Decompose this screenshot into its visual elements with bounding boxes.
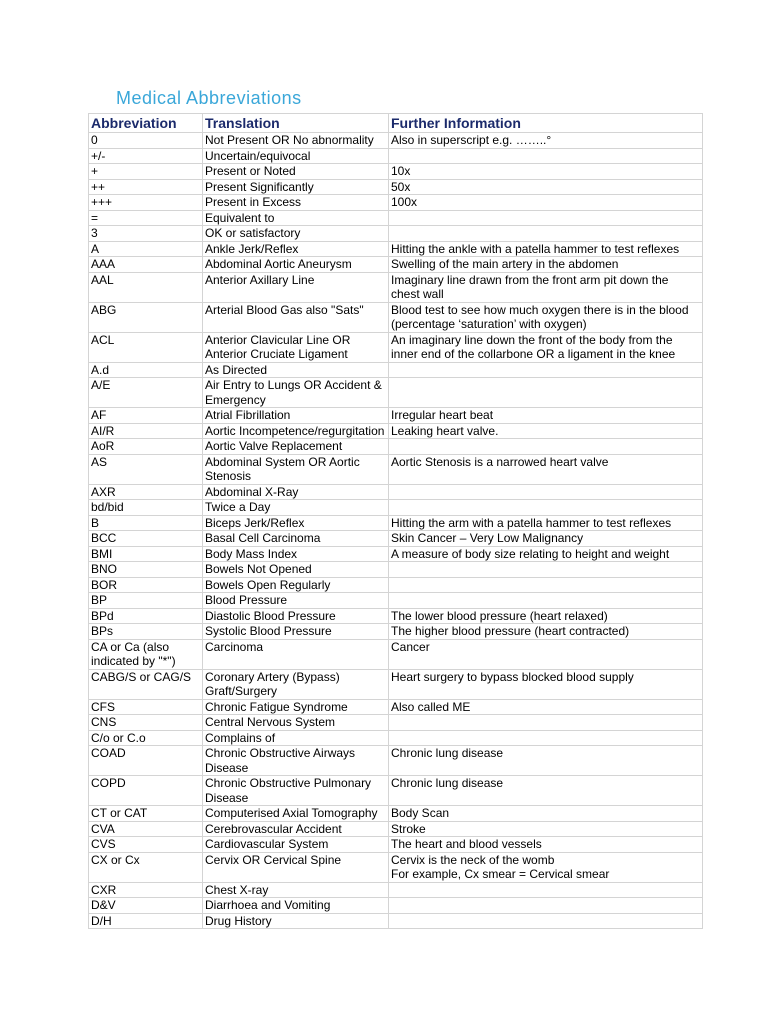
abbreviation-cell: 0 — [89, 133, 203, 149]
table-row — [89, 852, 703, 882]
abbreviation-cell: 3 — [89, 226, 203, 242]
table-row — [89, 577, 703, 593]
column-header-abbreviation: Abbreviation — [89, 114, 203, 133]
abbreviation-cell: AI/R — [89, 423, 203, 439]
further-information-cell — [389, 715, 703, 731]
translation-cell: Twice a Day — [203, 500, 389, 516]
further-information-cell: Heart surgery to bypass blocked blood supply — [389, 669, 703, 699]
abbreviation-cell: +++ — [89, 195, 203, 211]
translation-cell: Biceps Jerk/Reflex — [203, 515, 389, 531]
abbreviation-cell: CVS — [89, 837, 203, 853]
translation-cell: Blood Pressure — [203, 593, 389, 609]
translation-cell: Anterior Clavicular Line OR Anterior Cruciate Ligament — [203, 332, 389, 362]
further-information-cell — [389, 378, 703, 408]
abbreviation-cell: AS — [89, 454, 203, 484]
further-information-cell: 50x — [389, 179, 703, 195]
abbreviation-cell: CFS — [89, 699, 203, 715]
further-information-cell: Imaginary line drawn from the front arm pit down the chest wall — [389, 272, 703, 302]
table-row — [89, 241, 703, 257]
further-information-cell: Also in superscript e.g. ……..° — [389, 133, 703, 149]
translation-cell: Diastolic Blood Pressure — [203, 608, 389, 624]
translation-cell: Abdominal System OR Aortic Stenosis — [203, 454, 389, 484]
further-information-cell: A measure of body size relating to height and weight — [389, 546, 703, 562]
table-row — [89, 898, 703, 914]
abbreviation-cell: D/H — [89, 913, 203, 929]
further-information-cell: Also called ME — [389, 699, 703, 715]
translation-cell: Air Entry to Lungs OR Accident & Emergency — [203, 378, 389, 408]
abbreviation-cell: CNS — [89, 715, 203, 731]
table-row — [89, 226, 703, 242]
table-row — [89, 776, 703, 806]
table-row — [89, 608, 703, 624]
table-row — [89, 837, 703, 853]
table-row — [89, 715, 703, 731]
abbreviation-cell: ++ — [89, 179, 203, 195]
table-row — [89, 179, 703, 195]
translation-cell: Anterior Axillary Line — [203, 272, 389, 302]
table-row — [89, 746, 703, 776]
table-row — [89, 639, 703, 669]
further-information-cell — [389, 484, 703, 500]
translation-cell: OK or satisfactory — [203, 226, 389, 242]
further-information-cell: An imaginary line down the front of the body from the inner end of the collarbone OR a ligament in the knee — [389, 332, 703, 362]
translation-cell: Central Nervous System — [203, 715, 389, 731]
table-row — [89, 882, 703, 898]
abbreviation-cell: CVA — [89, 821, 203, 837]
further-information-cell: 10x — [389, 164, 703, 180]
further-information-cell — [389, 562, 703, 578]
translation-cell: Body Mass Index — [203, 546, 389, 562]
translation-cell: Equivalent to — [203, 210, 389, 226]
table-row — [89, 272, 703, 302]
translation-cell: Carcinoma — [203, 639, 389, 669]
further-information-cell — [389, 439, 703, 455]
translation-cell: Cerebrovascular Accident — [203, 821, 389, 837]
abbreviation-cell: BPs — [89, 624, 203, 640]
table-row — [89, 515, 703, 531]
table-row — [89, 821, 703, 837]
further-information-cell: 100x — [389, 195, 703, 211]
translation-cell: Bowels Not Opened — [203, 562, 389, 578]
abbreviation-cell: D&V — [89, 898, 203, 914]
table-row — [89, 562, 703, 578]
further-information-cell — [389, 913, 703, 929]
further-information-cell: Cancer — [389, 639, 703, 669]
abbreviation-cell: BOR — [89, 577, 203, 593]
column-header-further-information: Further Information — [389, 114, 703, 133]
translation-cell: Chronic Obstructive Pulmonary Disease — [203, 776, 389, 806]
further-information-cell — [389, 226, 703, 242]
table-row — [89, 913, 703, 929]
further-information-cell: The higher blood pressure (heart contracted) — [389, 624, 703, 640]
abbreviation-cell: CX or Cx — [89, 852, 203, 882]
further-information-cell: The lower blood pressure (heart relaxed) — [389, 608, 703, 624]
table-row — [89, 669, 703, 699]
further-information-cell: Hitting the arm with a patella hammer to test reflexes — [389, 515, 703, 531]
abbreviation-cell: C/o or C.o — [89, 730, 203, 746]
translation-cell: Arterial Blood Gas also "Sats" — [203, 302, 389, 332]
table-row — [89, 546, 703, 562]
translation-cell: Not Present OR No abnormality — [203, 133, 389, 149]
table-row — [89, 195, 703, 211]
further-information-cell: Irregular heart beat — [389, 408, 703, 424]
further-information-cell: Skin Cancer – Very Low Malignancy — [389, 531, 703, 547]
table-row — [89, 257, 703, 273]
further-information-cell: Leaking heart valve. — [389, 423, 703, 439]
abbreviation-cell: CABG/S or CAG/S — [89, 669, 203, 699]
translation-cell: Complains of — [203, 730, 389, 746]
table-row — [89, 148, 703, 164]
further-information-cell — [389, 593, 703, 609]
further-information-cell — [389, 898, 703, 914]
abbreviation-cell: +/- — [89, 148, 203, 164]
further-information-cell — [389, 730, 703, 746]
abbreviation-cell: ABG — [89, 302, 203, 332]
abbreviation-cell: BCC — [89, 531, 203, 547]
further-information-cell: Chronic lung disease — [389, 776, 703, 806]
table-row — [89, 210, 703, 226]
further-information-cell: The heart and blood vessels — [389, 837, 703, 853]
translation-cell: Basal Cell Carcinoma — [203, 531, 389, 547]
abbreviations-table — [88, 113, 703, 929]
abbreviation-cell: BPd — [89, 608, 203, 624]
translation-cell: Drug History — [203, 913, 389, 929]
translation-cell: Aortic Incompetence/regurgitation — [203, 423, 389, 439]
table-row — [89, 484, 703, 500]
table-header-row — [89, 114, 703, 133]
table-row — [89, 439, 703, 455]
further-information-cell: Body Scan — [389, 806, 703, 822]
abbreviation-cell: A — [89, 241, 203, 257]
translation-cell: Atrial Fibrillation — [203, 408, 389, 424]
abbreviation-cell: COPD — [89, 776, 203, 806]
abbreviation-cell: AoR — [89, 439, 203, 455]
translation-cell: Abdominal X-Ray — [203, 484, 389, 500]
abbreviation-cell: bd/bid — [89, 500, 203, 516]
translation-cell: Abdominal Aortic Aneurysm — [203, 257, 389, 273]
translation-cell: As Directed — [203, 362, 389, 378]
translation-cell: Ankle Jerk/Reflex — [203, 241, 389, 257]
further-information-cell: Swelling of the main artery in the abdomen — [389, 257, 703, 273]
further-information-cell — [389, 362, 703, 378]
table-row — [89, 332, 703, 362]
column-header-translation: Translation — [203, 114, 389, 133]
abbreviation-cell: BNO — [89, 562, 203, 578]
translation-cell: Diarrhoea and Vomiting — [203, 898, 389, 914]
abbreviation-cell: AXR — [89, 484, 203, 500]
abbreviation-cell: BMI — [89, 546, 203, 562]
further-information-cell: Hitting the ankle with a patella hammer to test reflexes — [389, 241, 703, 257]
further-information-cell: Stroke — [389, 821, 703, 837]
abbreviation-cell: AF — [89, 408, 203, 424]
translation-cell: Cervix OR Cervical Spine — [203, 852, 389, 882]
table-row — [89, 454, 703, 484]
translation-cell: Chest X-ray — [203, 882, 389, 898]
abbreviation-cell: B — [89, 515, 203, 531]
further-information-cell: Blood test to see how much oxygen there is in the blood (percentage ‘saturation’ with oxygen) — [389, 302, 703, 332]
translation-cell: Systolic Blood Pressure — [203, 624, 389, 640]
translation-cell: Uncertain/equivocal — [203, 148, 389, 164]
table-row — [89, 500, 703, 516]
translation-cell: Chronic Obstructive Airways Disease — [203, 746, 389, 776]
table-row — [89, 699, 703, 715]
translation-cell: Cardiovascular System — [203, 837, 389, 853]
abbreviation-cell: CA or Ca (also indicated by "*") — [89, 639, 203, 669]
further-information-cell: Aortic Stenosis is a narrowed heart valve — [389, 454, 703, 484]
translation-cell: Computerised Axial Tomography — [203, 806, 389, 822]
further-information-cell — [389, 148, 703, 164]
further-information-cell: Chronic lung disease — [389, 746, 703, 776]
table-row — [89, 133, 703, 149]
translation-cell: Coronary Artery (Bypass) Graft/Surgery — [203, 669, 389, 699]
abbreviation-cell: COAD — [89, 746, 203, 776]
translation-cell: Bowels Open Regularly — [203, 577, 389, 593]
translation-cell: Present Significantly — [203, 179, 389, 195]
translation-cell: Chronic Fatigue Syndrome — [203, 699, 389, 715]
table-row — [89, 378, 703, 408]
table-row — [89, 302, 703, 332]
table-row — [89, 423, 703, 439]
table-row — [89, 531, 703, 547]
table-row — [89, 593, 703, 609]
abbreviation-cell: = — [89, 210, 203, 226]
further-information-cell — [389, 577, 703, 593]
table-row — [89, 362, 703, 378]
further-information-cell: Cervix is the neck of the womb For example, Cx smear = Cervical smear — [389, 852, 703, 882]
abbreviation-cell: AAA — [89, 257, 203, 273]
further-information-cell — [389, 210, 703, 226]
further-information-cell — [389, 500, 703, 516]
abbreviation-cell: BP — [89, 593, 203, 609]
translation-cell: Present or Noted — [203, 164, 389, 180]
further-information-cell — [389, 882, 703, 898]
table-row — [89, 408, 703, 424]
abbreviation-cell: CT or CAT — [89, 806, 203, 822]
translation-cell: Present in Excess — [203, 195, 389, 211]
table-row — [89, 806, 703, 822]
page-title: Medical Abbreviations — [116, 88, 302, 108]
abbreviation-cell: ACL — [89, 332, 203, 362]
translation-cell: Aortic Valve Replacement — [203, 439, 389, 455]
abbreviation-cell: AAL — [89, 272, 203, 302]
abbreviation-cell: CXR — [89, 882, 203, 898]
abbreviation-cell: + — [89, 164, 203, 180]
table-row — [89, 730, 703, 746]
table-row — [89, 624, 703, 640]
table-row — [89, 164, 703, 180]
abbreviation-cell: A/E — [89, 378, 203, 408]
abbreviation-cell: A.d — [89, 362, 203, 378]
